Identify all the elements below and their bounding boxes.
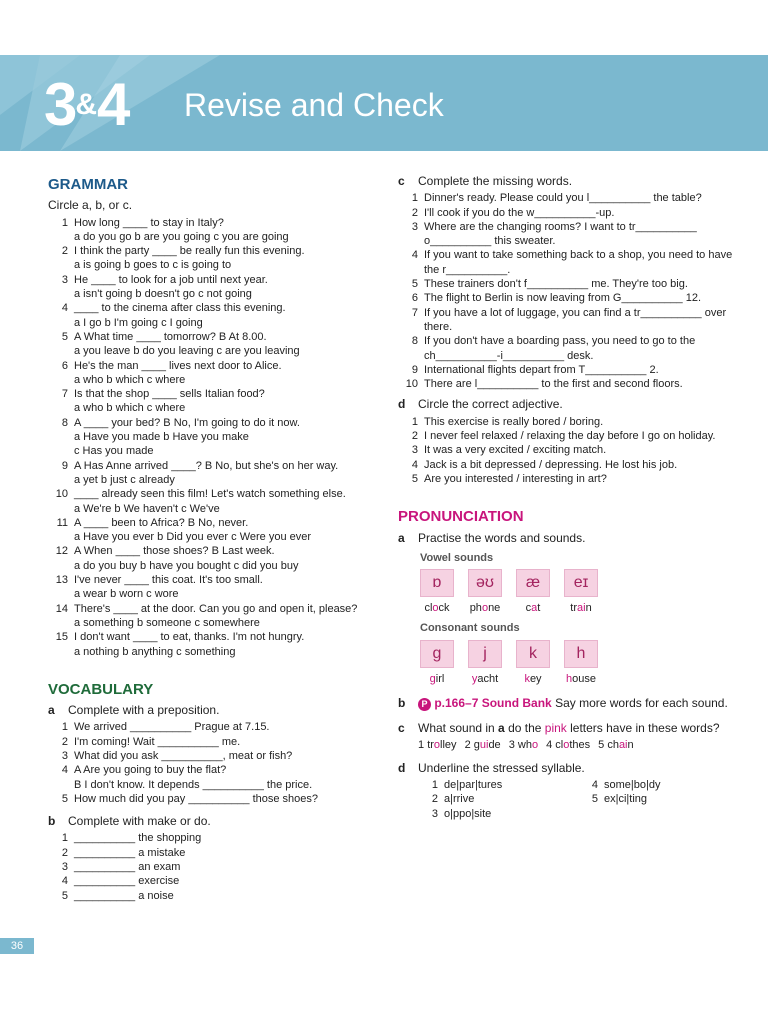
grammar-question — [48, 330, 378, 344]
pron-c-word — [465, 739, 501, 751]
word-part: ck — [438, 602, 450, 615]
question-number: 9 — [61, 459, 68, 472]
consonant-sound-icon: k — [516, 640, 550, 668]
item-number: 3 — [61, 861, 68, 874]
item-text[interactable]: some|bo|dy — [604, 778, 661, 791]
vocab-d-item — [398, 415, 738, 429]
question-text: A ____ your bed? B No, I'm going to do it now. — [74, 416, 300, 429]
item-text[interactable]: The flight to Berlin is now leaving from G__________ 12. — [424, 292, 701, 305]
item-text[interactable]: de|par|tures — [444, 778, 503, 791]
question-text: A ____ been to Africa? B No, never. — [74, 516, 249, 529]
word-sound-letters: o — [433, 739, 441, 752]
word-part: ph — [469, 602, 482, 615]
vowel-sound-icon: ɒ — [420, 569, 454, 597]
stress-word-item — [418, 807, 578, 821]
item-number: 4 — [591, 778, 598, 791]
vocab-c-instruction: c Complete the missing words. — [398, 174, 573, 188]
question-text: I don't want ____ to eat, thanks. I'm not hungry. — [74, 631, 305, 644]
word-sound-letters: o — [481, 602, 489, 615]
word-part: ne — [488, 602, 501, 615]
vowel-sound-word — [516, 601, 550, 615]
item-text[interactable]: Where are the changing rooms? I want to tr__________ o__________ this sweater. — [424, 220, 697, 248]
vocab-c-item — [398, 334, 738, 363]
item-text[interactable]: Jack is a bit depressed / depressing. He lost his job. — [424, 458, 678, 471]
question-text: A What time ____ tomorrow? B At 8.00. — [74, 330, 267, 343]
question-text: How long ____ to stay in Italy? — [74, 216, 224, 229]
item-number: 2 — [411, 430, 418, 443]
item-number — [48, 778, 74, 792]
grammar-instruction: Circle a, b, or c. — [48, 198, 133, 213]
question-number: 5 — [61, 330, 68, 343]
consonant-sound-item — [516, 640, 550, 686]
word-sound-letters: k — [524, 672, 530, 685]
vocab-c-item — [398, 277, 738, 291]
word-part: cl — [555, 739, 564, 752]
grammar-question — [48, 573, 378, 587]
vocab-c-item — [398, 377, 738, 391]
item-text[interactable]: I never feel relaxed / relaxing the day before I go on holiday. — [424, 430, 716, 443]
word-sound-letters: h — [566, 672, 573, 685]
vocab-c-list — [398, 191, 738, 391]
vocab-d-item — [398, 458, 738, 472]
item-text[interactable]: If you want to take something back to a shop, you need to have the r__________. — [424, 249, 733, 276]
vocab-c-item — [398, 248, 738, 277]
grammar-question — [48, 416, 378, 430]
pron-a-instruction: a Practise the words and sounds. — [398, 530, 586, 545]
item-number: 4 — [61, 764, 68, 777]
sound-bank-badge: P — [418, 698, 431, 711]
vocab-b-item — [48, 831, 378, 845]
consonant-sound-icon: h — [564, 640, 598, 668]
question-text: A Has Anne arrived ____? B No, but she's on her way. — [74, 459, 339, 472]
vocab-b-instruction: b Complete with make or do. — [48, 814, 211, 829]
item-text[interactable]: International flights depart from T__________ 2. — [424, 363, 659, 376]
vocab-a-item — [48, 720, 378, 734]
item-text[interactable]: I'm coming! Wait __________ me. — [74, 735, 241, 748]
answer-options[interactable]: a Have you ever b Did you ever c Were you ever — [74, 531, 312, 544]
item-number: 4 — [61, 875, 68, 888]
item-text[interactable]: If you don't have a boarding pass, you need to go to the ch__________-i__________ desk. — [424, 335, 696, 362]
consonant-sound-icon: j — [468, 640, 502, 668]
stress-word-item — [418, 792, 578, 806]
item-number: 3 — [411, 444, 418, 457]
word-part: acht — [477, 672, 499, 685]
pron-d-list — [398, 778, 738, 821]
vowel-sound-icon: əʊ — [468, 569, 502, 597]
grammar-question — [48, 244, 378, 258]
vowel-sound-word — [420, 601, 454, 615]
item-number: 2 — [61, 735, 68, 748]
answer-options[interactable]: a isn't going b doesn't go c not going — [74, 288, 252, 301]
vocab-c-item — [398, 220, 738, 249]
consonant-sound-item — [564, 640, 598, 686]
vowel-sounds-heading: Vowel sounds — [420, 551, 494, 564]
question-number: 4 — [61, 302, 68, 315]
item-text[interactable]: These trainers don't f__________ me. They're too big. — [424, 278, 688, 291]
word-part: ch — [607, 739, 619, 752]
item-number: 2 — [411, 206, 418, 219]
item-text[interactable]: If you have a lot of luggage, you can find a tr__________ over there. — [424, 306, 727, 333]
question-number: 7 — [61, 388, 68, 401]
answer-options[interactable]: a you leave b do you leaving c are you leaving — [74, 345, 300, 358]
consonant-sound-icons — [398, 640, 738, 686]
vocab-b-item — [48, 860, 378, 874]
vocab-a-list — [48, 720, 378, 806]
vowel-sound-item — [420, 569, 454, 615]
item-number: 10 — [405, 378, 418, 391]
item-text[interactable]: __________ a noise — [74, 889, 174, 902]
grammar-question — [48, 544, 378, 558]
pron-d-instruction: d Underline the stressed syllable. — [398, 760, 585, 775]
grammar-question — [48, 487, 378, 501]
right-column — [398, 170, 738, 821]
consonant-sound-icon: g — [420, 640, 454, 668]
question-number: 1 — [61, 216, 68, 229]
pron-c-word — [509, 739, 538, 751]
answer-options[interactable]: a We're b We haven't c We've — [74, 502, 220, 515]
answer-options[interactable]: a is going b goes to c is going to — [74, 259, 232, 272]
vocab-c-item — [398, 191, 738, 205]
vowel-sound-word — [468, 601, 502, 615]
question-number: 12 — [55, 545, 68, 558]
question-number: 11 — [56, 516, 68, 529]
item-text[interactable]: __________ an exam — [74, 861, 181, 874]
word-sound-letters: a — [531, 602, 538, 615]
vocab-b-item — [48, 889, 378, 903]
word-number: 2 — [464, 739, 471, 752]
item-number: 1 — [61, 832, 68, 845]
vowel-sound-word — [564, 601, 598, 615]
item-text[interactable]: a|rrive — [444, 793, 475, 806]
item-number: 5 — [411, 472, 418, 485]
item-text[interactable]: Are you interested / interesting in art? — [424, 472, 607, 485]
item-number: 3 — [61, 749, 68, 762]
grammar-question — [48, 359, 378, 373]
answer-options[interactable]: c Has you made — [74, 445, 154, 458]
word-sound-letters: ai — [577, 602, 586, 615]
item-number: 5 — [61, 792, 68, 805]
word-sound-letters: g — [429, 672, 436, 685]
grammar-question — [48, 516, 378, 530]
item-text[interactable]: There are l__________ to the first and second floors. — [424, 378, 683, 391]
vocab-b-list — [48, 831, 378, 902]
word-part: ey — [529, 672, 542, 685]
word-sound-letters: o — [563, 739, 570, 752]
word-part: ouse — [572, 672, 596, 685]
vowel-sound-item — [516, 569, 550, 615]
item-number: 8 — [411, 335, 418, 348]
vocab-a-item — [48, 735, 378, 749]
consonant-sound-word — [468, 672, 502, 686]
grammar-question — [48, 273, 378, 287]
item-number: 3 — [431, 807, 438, 820]
word-sound-letters: y — [471, 672, 478, 685]
word-part: n — [627, 739, 634, 752]
grammar-question — [48, 602, 378, 616]
item-number: 5 — [61, 889, 68, 902]
sound-bank-ref: p.166–7 Sound Bank — [434, 696, 552, 711]
word-sound-letters: ai — [618, 739, 628, 752]
vocab-d-instruction: d Circle the correct adjective. — [398, 397, 563, 412]
answer-options[interactable]: a who b which c where — [74, 373, 186, 386]
word-part: g — [473, 739, 480, 752]
item-number: 1 — [411, 415, 418, 428]
answer-options[interactable]: a something b someone c somewhere — [74, 616, 260, 629]
question-number: 15 — [55, 631, 68, 644]
vocab-a-instruction: a Complete with a preposition. — [48, 703, 220, 718]
question-number: 10 — [55, 488, 68, 501]
page-number: 36 — [0, 938, 34, 954]
pron-c-word — [598, 739, 634, 751]
item-text[interactable]: __________ a mistake — [74, 846, 186, 859]
grammar-question — [48, 387, 378, 401]
consonant-sounds-heading: Consonant sounds — [420, 622, 520, 635]
left-column — [48, 170, 378, 903]
word-part: thes — [569, 739, 591, 752]
item-text[interactable]: We arrived __________ Prague at 7.15. — [74, 721, 270, 734]
word-number: 4 — [546, 739, 553, 752]
pron-c-instruction: c What sound in a do the pink letters have in these words? — [398, 721, 720, 736]
consonant-sound-item — [468, 640, 502, 686]
vocab-a-item — [48, 749, 378, 763]
grammar-list — [48, 216, 378, 659]
item-text[interactable]: o|ppo|site — [444, 807, 492, 820]
word-part: tr — [427, 739, 434, 752]
grammar-question — [48, 216, 378, 230]
question-text: ____ to the cinema after class this evening. — [74, 302, 286, 315]
question-text: He's the man ____ lives next door to Alice. — [74, 359, 282, 372]
answer-options[interactable]: a nothing b anything c something — [74, 645, 236, 658]
question-text: I think the party ____ be really fun this evening. — [74, 245, 305, 258]
word-sound-letters: ui — [479, 739, 489, 752]
vocab-a-item — [48, 778, 378, 792]
question-text: I've never ____ this coat. It's too small. — [74, 574, 263, 587]
word-number: 1 — [418, 739, 425, 752]
word-part: de — [488, 739, 501, 752]
vocab-d-list — [398, 415, 738, 486]
vocab-c-item — [398, 291, 738, 305]
item-text[interactable]: B I don't know. It depends __________ the price. — [74, 778, 313, 791]
word-sound-letters: o — [531, 739, 539, 752]
word-part: irl — [435, 672, 445, 685]
pron-b-instruction: b P p.166–7 Sound Bank Say more words for each sound. — [398, 696, 728, 711]
item-number: 7 — [411, 306, 418, 319]
vocab-c-item — [398, 206, 738, 220]
item-text[interactable]: __________ exercise — [74, 875, 180, 888]
item-number: 1 — [431, 778, 438, 791]
question-number: 8 — [61, 416, 68, 429]
vocab-b-item — [48, 846, 378, 860]
item-number: 4 — [411, 249, 418, 262]
answer-options[interactable]: a Have you made b Have you make — [74, 431, 249, 444]
consonant-sound-item — [420, 640, 454, 686]
question-number: 13 — [55, 574, 68, 587]
answer-options[interactable]: a yet b just c already — [74, 473, 175, 486]
vocab-d-item — [398, 443, 738, 457]
vocab-a-item — [48, 763, 378, 777]
grammar-question — [48, 630, 378, 644]
question-text: Is that the shop ____ sells Italian food? — [74, 388, 265, 401]
stress-word-item — [578, 778, 738, 792]
item-text[interactable]: I'll cook if you do the w__________-up. — [424, 206, 615, 219]
vowel-sound-icon: eɪ — [564, 569, 598, 597]
item-text[interactable]: This exercise is really bored / boring. — [424, 415, 604, 428]
vocab-a-item — [48, 792, 378, 806]
vocabulary-title: VOCABULARY — [48, 680, 154, 698]
vocab-b-item — [48, 874, 378, 888]
grammar-title: GRAMMAR — [48, 176, 128, 193]
grammar-question — [48, 301, 378, 315]
word-part: t — [537, 602, 541, 615]
item-number: 1 — [61, 721, 68, 734]
question-text: A When ____ those shoes? B Last week. — [74, 545, 275, 558]
vocab-c-item — [398, 306, 738, 335]
unit-number: 3&4 — [44, 71, 129, 138]
item-text[interactable]: How much did you pay __________ those shoes? — [74, 792, 319, 805]
word-number: 5 — [598, 739, 605, 752]
item-text[interactable]: It was a very excited / exciting match. — [424, 444, 607, 457]
vowel-sound-item — [564, 569, 598, 615]
item-text[interactable]: What did you ask __________, meat or fish? — [74, 749, 293, 762]
pron-c-word — [418, 739, 457, 751]
pronunciation-title: PRONUNCIATION — [398, 508, 524, 526]
vocab-d-item — [398, 429, 738, 443]
pron-c-word-list — [398, 738, 738, 752]
answer-options[interactable]: a do you go b are you going c you are going — [74, 230, 289, 243]
item-text[interactable]: A Are you going to buy the flat? — [74, 764, 227, 777]
question-text: There's ____ at the door. Can you go and open it, please? — [74, 602, 358, 615]
item-number: 1 — [411, 192, 418, 205]
consonant-sound-word — [516, 672, 550, 686]
grammar-question — [48, 459, 378, 473]
answer-options[interactable]: a I go b I'm going c I going — [74, 316, 203, 329]
word-part: cl — [424, 602, 433, 615]
word-part: n — [585, 602, 592, 615]
item-number: 6 — [411, 292, 418, 305]
page-title: Revise and Check — [184, 87, 444, 123]
item-number: 2 — [431, 793, 438, 806]
answer-options[interactable]: a who b which c where — [74, 402, 186, 415]
question-number: 2 — [61, 245, 68, 258]
word-sound-letters: o — [432, 602, 439, 615]
answer-options[interactable]: a do you buy b have you bought c did you buy — [74, 559, 299, 572]
unit-header — [0, 55, 768, 151]
item-number: 2 — [61, 846, 68, 859]
word-number: 3 — [508, 739, 515, 752]
consonant-sound-word — [420, 672, 454, 686]
question-number: 6 — [61, 359, 68, 372]
stress-word-item — [578, 792, 738, 806]
vowel-sound-icons — [398, 569, 738, 615]
word-part: lley — [440, 739, 457, 752]
question-number: 14 — [55, 602, 68, 615]
consonant-sound-word — [564, 672, 598, 686]
item-number: 5 — [411, 278, 418, 291]
word-part: wh — [517, 739, 532, 752]
item-number: 3 — [411, 220, 418, 233]
question-text: He ____ to look for a job until next year. — [74, 273, 268, 286]
item-number: 5 — [591, 793, 598, 806]
item-text[interactable]: Dinner's ready. Please could you l__________ the table? — [424, 192, 702, 205]
word-part: c — [525, 602, 532, 615]
item-text[interactable]: __________ the shopping — [74, 832, 202, 845]
stress-word-item — [418, 778, 578, 792]
vocab-d-item — [398, 472, 738, 486]
question-text: ____ already seen this film! Let's watch something else. — [74, 488, 346, 501]
vocab-c-item — [398, 363, 738, 377]
answer-options[interactable]: a wear b worn c wore — [74, 588, 179, 601]
word-part: tr — [570, 602, 578, 615]
item-text[interactable]: ex|ci|ting — [604, 793, 648, 806]
vowel-sound-item — [468, 569, 502, 615]
item-number: 4 — [411, 458, 418, 471]
item-number: 9 — [411, 363, 418, 376]
pron-c-word — [546, 739, 590, 751]
vowel-sound-icon: æ — [516, 569, 550, 597]
question-number: 3 — [61, 273, 68, 286]
